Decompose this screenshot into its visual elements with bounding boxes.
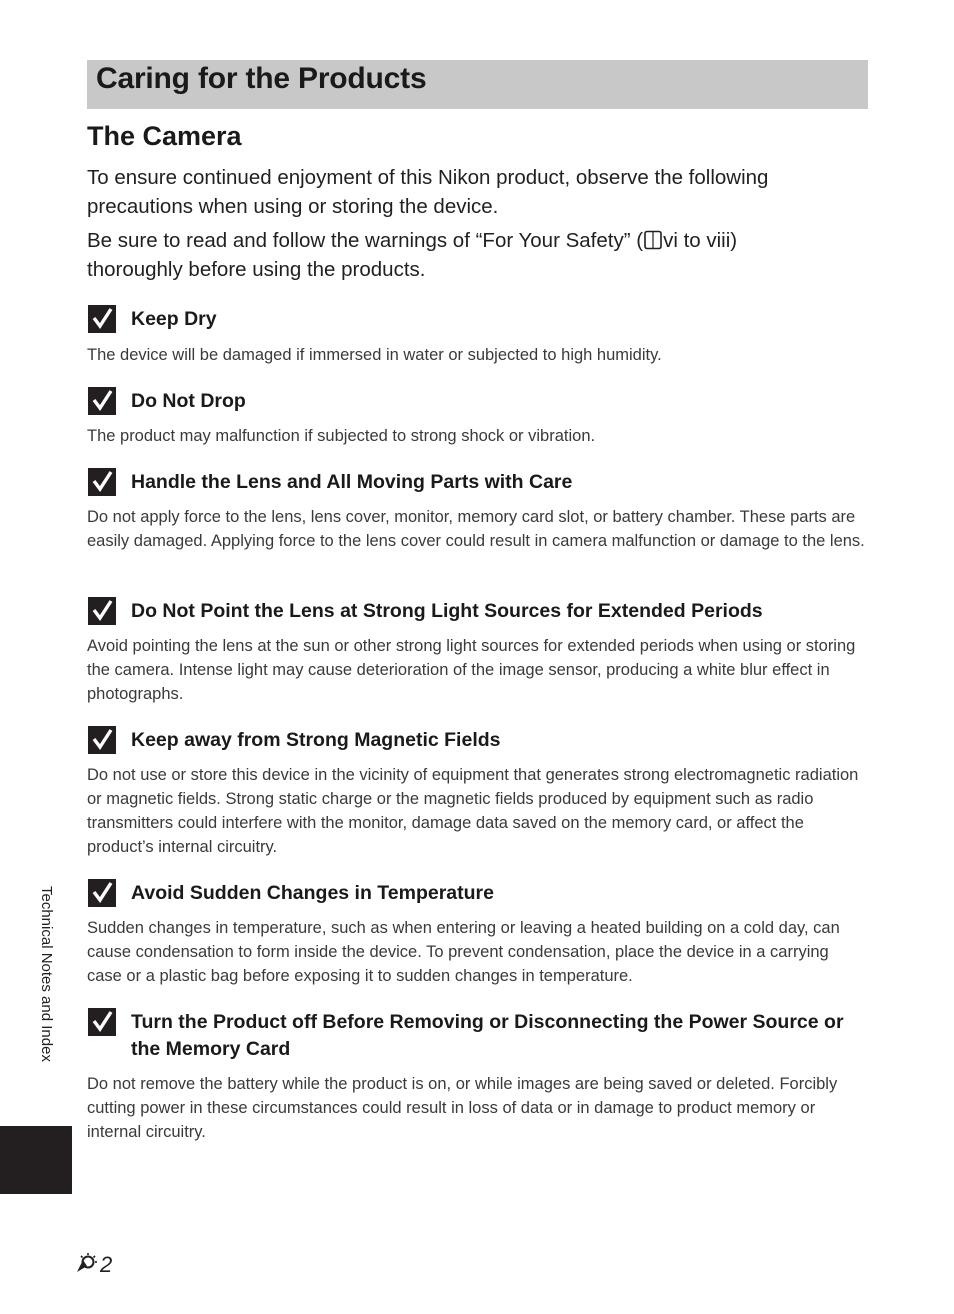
safety-reference-paragraph bbox=[87, 226, 857, 284]
technical-notes-icon bbox=[74, 1252, 100, 1276]
caution-title: Avoid Sudden Changes in Temperature bbox=[131, 882, 494, 904]
intro-paragraph: To ensure continued enjoyment of this Nikon product, observe the following precautions when using or storing the device. bbox=[87, 166, 769, 218]
caution-title: Keep away from Strong Magnetic Fields bbox=[131, 729, 501, 751]
caution-check-icon bbox=[88, 305, 116, 333]
caution-section bbox=[87, 726, 868, 859]
caution-check-icon bbox=[88, 597, 116, 625]
caution-section bbox=[87, 1008, 868, 1144]
caution-body: Sudden changes in temperature, such as when entering or leaving a heated building on a cold day, can cause condensation to form inside the device. To prevent condensation, place the device in a carrying case or a plastic bag before exposing it to sudden changes in temperature. bbox=[87, 919, 840, 985]
book-reference-icon bbox=[644, 230, 662, 250]
caution-section bbox=[87, 305, 868, 367]
caution-title: Handle the Lens and All Moving Parts with Care bbox=[131, 471, 573, 493]
caution-section bbox=[87, 387, 868, 448]
page-number-value: 2 bbox=[100, 1252, 113, 1277]
page-title: Caring for the Products bbox=[96, 62, 427, 95]
caution-body: Avoid pointing the lens at the sun or other strong light sources for extended periods when using or storing the camera. Intense light may cause deterioration of the image sensor, producing a white blur effect in photographs. bbox=[87, 637, 856, 703]
section-heading: The Camera bbox=[87, 121, 242, 151]
chapter-side-label: Technical Notes and Index bbox=[38, 886, 55, 1062]
caution-check-icon bbox=[88, 879, 116, 907]
chapter-tab-marker bbox=[0, 1126, 72, 1194]
caution-title: Keep Dry bbox=[131, 308, 217, 330]
caution-section bbox=[87, 597, 868, 706]
page-title-bar bbox=[87, 60, 868, 109]
caution-body: Do not remove the battery while the product is on, or while images are being saved or deleted. Forcibly cutting power in these circumstances could result in loss of data or in damage to product memory or internal circuitry. bbox=[87, 1075, 838, 1141]
caution-title: Do Not Point the Lens at Strong Light Sources for Extended Periods bbox=[131, 600, 763, 622]
caution-section bbox=[87, 468, 868, 553]
safety-reference-pages: vi to viii) bbox=[663, 229, 738, 252]
caution-check-icon bbox=[88, 468, 116, 496]
caution-section bbox=[87, 879, 868, 988]
caution-body: Do not apply force to the lens, lens cover, monitor, memory card slot, or battery chamber. These parts are easily damaged. Applying force to the lens cover could result in camera malfunction or damage to the lens. bbox=[87, 508, 865, 550]
caution-check-icon bbox=[88, 387, 116, 415]
caution-body: Do not use or store this device in the vicinity of equipment that generates strong electromagnetic radiation or magnetic fields. Strong static charge or the magnetic fields produced by equipment such as radio transmitters could interfere with the monitor, damage data saved on the memory card, or affect the product’s internal circuitry. bbox=[87, 766, 859, 856]
page-number bbox=[74, 1252, 112, 1278]
caution-check-icon bbox=[88, 726, 116, 754]
safety-reference-text: Be sure to read and follow the warnings of “For Your Safety” ( bbox=[87, 229, 644, 252]
caution-body: The product may malfunction if subjected to strong shock or vibration. bbox=[87, 427, 596, 445]
caution-title: Do Not Drop bbox=[131, 390, 246, 412]
safety-reference-text-end: thoroughly before using the products. bbox=[87, 258, 426, 281]
caution-check-icon bbox=[88, 1008, 116, 1036]
caution-title: Turn the Product off Before Removing or Disconnecting the Power Source or the Memory Card bbox=[131, 1011, 844, 1060]
caution-body: The device will be damaged if immersed in water or subjected to high humidity. bbox=[87, 346, 662, 364]
